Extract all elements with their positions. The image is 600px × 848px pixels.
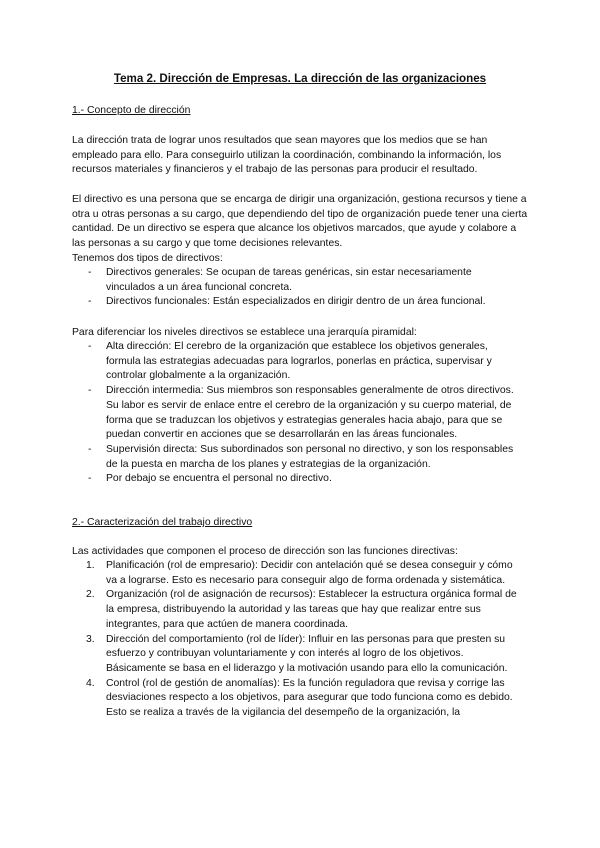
list-number: 4. (86, 677, 95, 689)
paragraph-directivo: El directivo es una persona que se encarga de dirigir una organización, gestiona recursos y tiene a otra u otras personas a su cargo, que dependiendo del tipo de organización puede tener una cierta cantidad. De un directivo se espera que alcance los objetivos marcados, que ayude y colabore a las personas a su cargo y que tome decisiones relevantes. (72, 194, 528, 250)
list-item-text: Control (rol de gestión de anomalías): Es la función reguladora que revisa y corrige las desviaciones respecto a los objetivos, para asegurar que todo funciona como es debido. Esto se realiza a través de la vigilancia del desempeño de la organización, la (106, 677, 513, 719)
hierarchy-levels-list (80, 340, 522, 487)
list-item: - Supervisión directa: Sus subordinados son personal no directivo, y son los responsables de la puesta en marcha de los planes y estrategias de la organización. (80, 443, 522, 472)
paragraph-types-intro: Tenemos dos tipos de directivos: (72, 253, 223, 264)
document-title: Tema 2. Dirección de Empresas. La dirección de las organizaciones (113, 72, 487, 85)
list-item: - Alta dirección: El cerebro de la organización que establece los objetivos generales, formula las estrategias adecuadas para lograrlos, ponerlas en práctica, supervisar y controlar globalmente a la organización. (80, 340, 522, 384)
paragraph-hierarchy-intro: Para diferenciar los niveles directivos se establece una jerarquía piramidal: (72, 327, 417, 338)
directive-types-list (80, 266, 522, 310)
section-1-heading: 1.- Concepto de dirección (72, 105, 191, 116)
list-item (80, 677, 522, 721)
list-item-text: Planificación (rol de empresario): Decidir con antelación qué se desea conseguir y cómo va a lograrse. Esto es necesario para conseguir algo de forma ordenada y sistemática. (106, 560, 513, 586)
list-number: 1. (86, 560, 95, 571)
paragraph-concept: La dirección trata de lograr unos resultados que sean mayores que los medios que se han empleado para ello. Para conseguirlo utilizan la coordinación, combinando la información, los recursos materiales y financieros y el trabajo de las personas para producir el resultado. (72, 135, 502, 176)
paragraph-functions-intro: Las actividades que componen el proceso de dirección son las funciones directivas: (72, 546, 458, 557)
list-item (80, 559, 522, 588)
list-item (80, 633, 522, 677)
list-item: - Directivos generales: Se ocupan de tareas genéricas, sin estar necesariamente vinculados a un área funcional concreta. (80, 266, 522, 295)
list-item (80, 588, 522, 632)
list-item-text: Dirección del comportamiento (rol de líder): Influir en las personas para que presten su esfuerzo y contribuyan voluntariamente y con interés al logro de los objetivos. Básicamente se basa en el liderazgo y la motivación usando para ello la comunicación. (106, 633, 508, 674)
list-item-text: Organización (rol de asignación de recursos): Establecer la estructura orgánica formal de la empresa, distribuyendo la autoridad y las tareas que hay que realizar entre sus integrantes, para que actúen de manera coordinada. (106, 589, 517, 630)
section-2-heading: 2.- Caracterización del trabajo directivo (72, 517, 253, 528)
list-number: 3. (86, 633, 95, 645)
list-item: - Dirección intermedia: Sus miembros son responsables generalmente de otros directivos. Su labor es servir de enlace entre el cerebro de la organización y su cuerpo material, de forma que se traduzcan los objetivos y estrategias generales hacia abajo, para que se puedan convertir en acciones que se desarrollarán en las áreas funcionales. (80, 384, 522, 443)
list-item: - Por debajo se encuentra el personal no directivo. (80, 472, 522, 487)
directive-functions-list (80, 559, 522, 721)
list-item: - Directivos funcionales: Están especializados en dirigir dentro de un área funcional. (80, 295, 522, 310)
list-number: 2. (86, 589, 95, 601)
